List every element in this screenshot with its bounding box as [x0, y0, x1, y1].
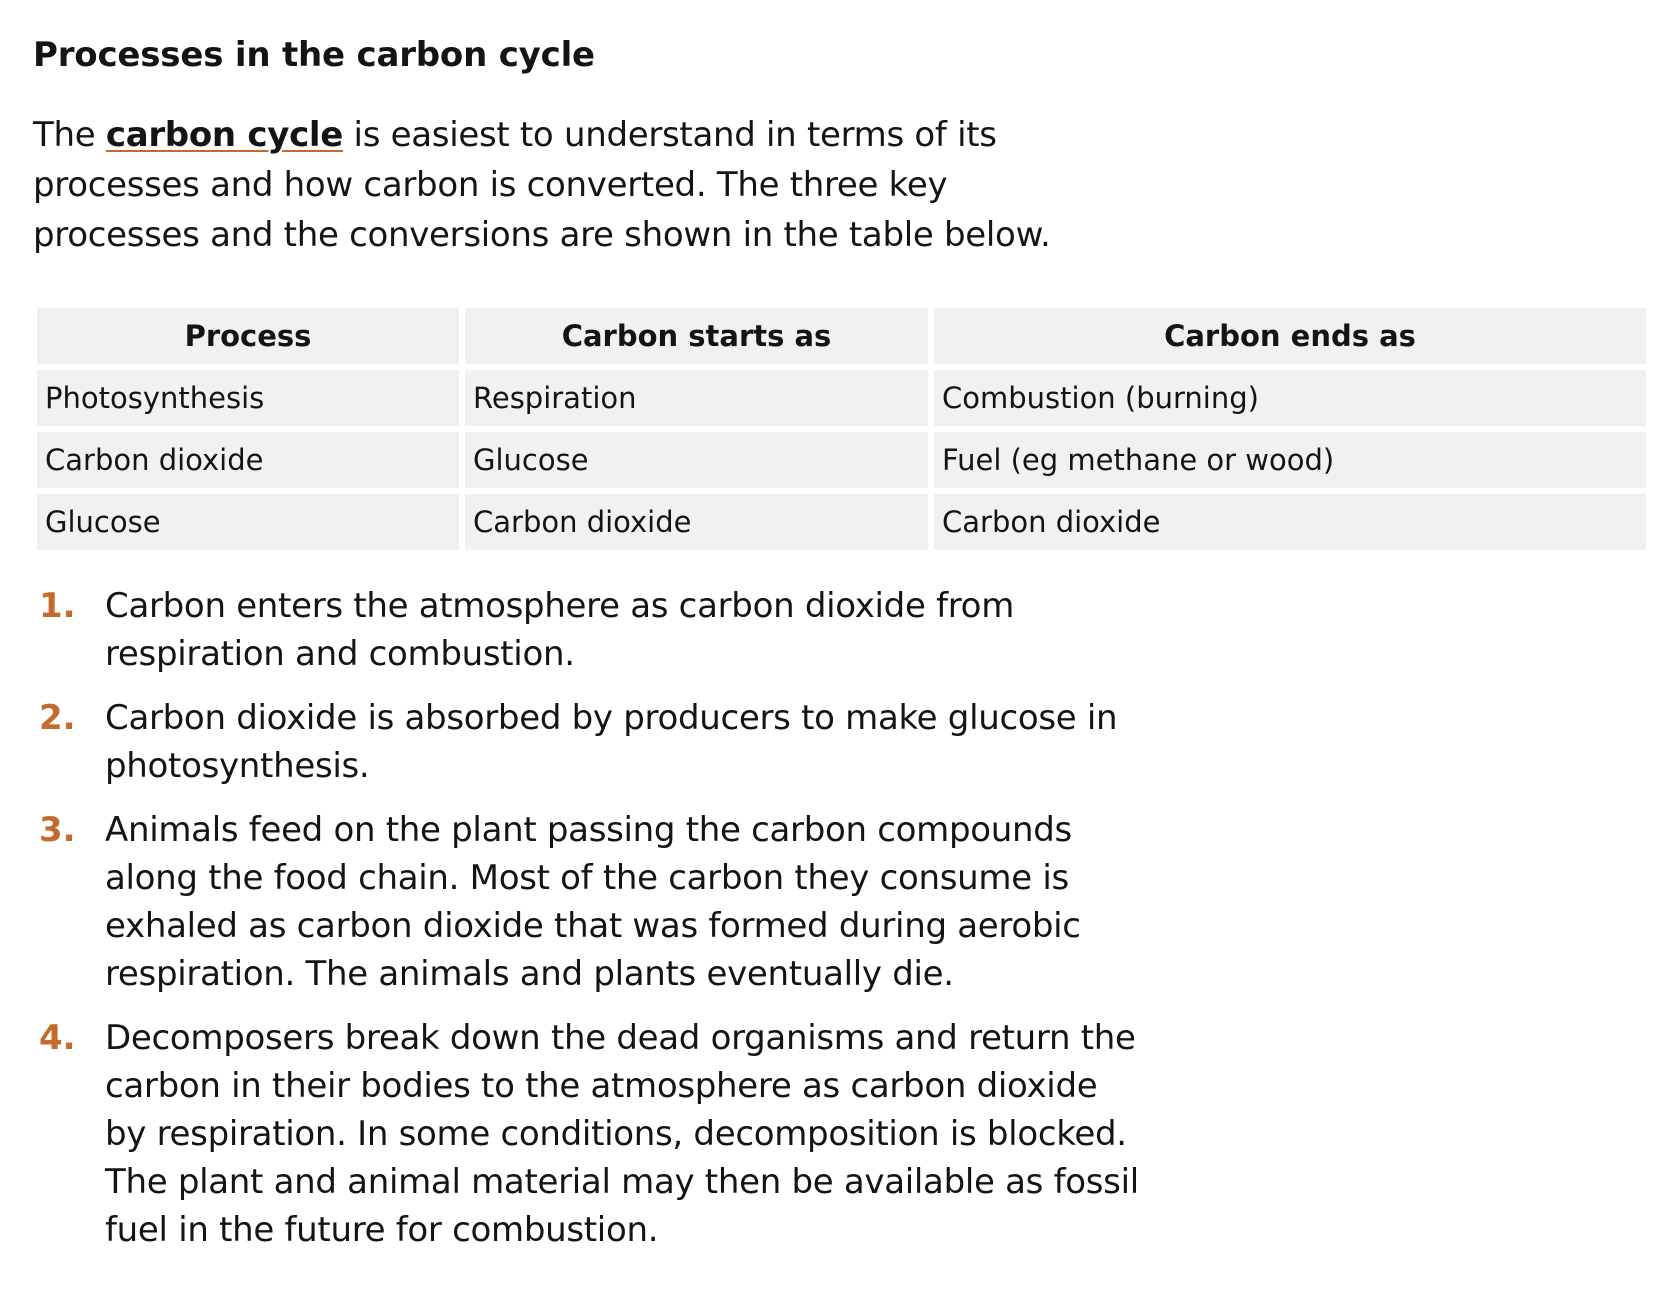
table-row	[37, 370, 1646, 426]
step-number: 2.	[39, 698, 76, 738]
step-text: Decomposers break down the dead organisms and return the carbon in their bodies to the atmosphere as carbon dioxide by respiration. In some conditions, decomposition is blocked. The plant and animal material may then be available as fossil fuel in the future for combustion.	[105, 1018, 1139, 1250]
carbon-cycle-link[interactable]: carbon cycle	[105, 115, 344, 155]
steps-list	[33, 582, 1143, 1254]
intro-text-before: The	[33, 115, 106, 155]
step-text: Carbon enters the atmosphere as carbon dioxide from respiration and combustion.	[105, 586, 1015, 674]
table-cell: Glucose	[37, 494, 459, 550]
intro-text-after: is easiest to understand in terms of its processes and how carbon is converted. The three key processes and the conversions are shown in the table below.	[33, 115, 1051, 255]
section-heading: Processes in the carbon cycle	[33, 35, 595, 75]
table-cell: Respiration	[465, 370, 928, 426]
list-item	[33, 582, 1143, 678]
step-text: Animals feed on the plant passing the carbon compounds along the food chain. Most of the carbon they consume is exhaled as carbon dioxide that was formed during aerobic respiration. The animals and plants eventually die.	[105, 810, 1081, 994]
list-item	[33, 1014, 1143, 1254]
step-text: Carbon dioxide is absorbed by producers to make glucose in photosynthesis.	[105, 698, 1118, 786]
list-item	[33, 806, 1143, 998]
list-item	[33, 694, 1143, 790]
step-number: 1.	[39, 586, 76, 626]
table-cell: Glucose	[465, 432, 928, 488]
table-cell: Fuel (eg methane or wood)	[934, 432, 1646, 488]
header-carbon-starts-as: Carbon starts as	[465, 308, 928, 364]
step-number: 4.	[39, 1018, 76, 1058]
step-number: 3.	[39, 810, 76, 850]
table-cell: Combustion (burning)	[934, 370, 1646, 426]
table-cell: Photosynthesis	[37, 370, 459, 426]
table-row	[37, 432, 1646, 488]
table-cell: Carbon dioxide	[37, 432, 459, 488]
table-header-row	[37, 308, 1646, 364]
header-carbon-ends-as: Carbon ends as	[934, 308, 1646, 364]
table-cell: Carbon dioxide	[934, 494, 1646, 550]
table-cell: Carbon dioxide	[465, 494, 928, 550]
intro-paragraph	[33, 110, 1053, 260]
table-row	[37, 494, 1646, 550]
header-process: Process	[37, 308, 459, 364]
carbon-processes-table	[31, 302, 1652, 556]
